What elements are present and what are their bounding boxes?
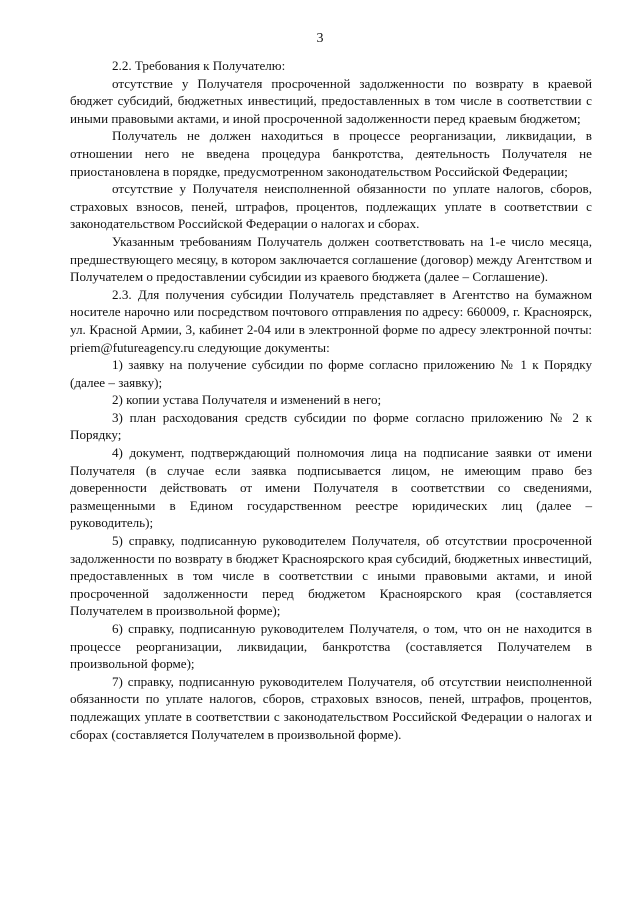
section-2-3-submission: 2.3. Для получения субсидии Получатель представляет в Агентство на бумажном носителе нарочно или посредством почтового отправления по адресу: 660009, г. Красноярск, ул. Красной Армии, 3, кабинет 2-04 или в электронной форме по адресу электронной почты: priem@futureagency.ru следующие документы: [70,286,592,355]
requirements-date-clause: Указанным требованиям Получатель должен соответствовать на 1-е число месяца, предшествующего месяцу, в котором заключается соглашение (договор) между Агентством и Получателем о предоставлении субсидии из краевого бюджета (далее – Соглашение). [70,233,592,285]
requirement-no-debt: отсутствие у Получателя просроченной задолженности по возврату в краевой бюджет субсидий, бюджетных инвестиций, предоставленных в том числе в соответствии с иными правовыми актами, и иной просроченной задолженности перед краевым бюджетом; [70,75,592,126]
document-item-3: 3) план расходования средств субсидии по форме согласно приложению № 2 к Порядку; [70,409,592,443]
page-number: 3 [316,31,324,46]
document-item-4: 4) документ, подтверждающий полномочия лица на подписание заявки от имени Получателя (в случае если заявка подписывается лицом, не имеющим право без доверенности действовать от имени Получателя в соответствии со сведениями, размещенными в Едином государственном реестре юридических лиц (далее – руководитель); [70,445,592,531]
requirement-no-tax-arrears: отсутствие у Получателя неисполненной обязанности по уплате налогов, сборов, страховых взносов, пеней, штрафов, процентов, подлежащих уплате в соответствии с законодательством Российской Федерации о налогах и сборах. [70,181,592,232]
document-item-5: 5) справку, подписанную руководителем Получателя, об отсутствии просроченной задолженности по возврату в бюджет Красноярского края субсидий, бюджетных инвестиций, предоставленных в том числе в соответствии с иными правовыми актами, и иной просроченной задолженности перед бюджетом Красноярского края (составляется Получателем в произвольной форме); [70,533,592,619]
requirement-no-reorganization: Получатель не должен находиться в процессе реорганизации, ликвидации, в отношении него не введена процедура банкротства, деятельность Получателя не приостановлена в порядке, предусмотренном законодательством Российской Федерации; [70,128,592,179]
section-heading-2-2: 2.2. Требования к Получателю: [112,58,286,73]
document-item-1: 1) заявку на получение субсидии по форме согласно приложению № 1 к Порядку (далее – заявку); [70,357,592,390]
document-body [70,57,592,743]
document-item-7: 7) справку, подписанную руководителем Получателя, об отсутствии неисполненной обязанности по уплате налогов, сборов, страховых взносов, пеней, штрафов, процентов, подлежащих уплате в соответствии с законодательством Российской Федерации о налогах и сборах (составляется Получателем в произвольной форме). [70,673,592,742]
document-item-6: 6) справку, подписанную руководителем Получателя, о том, что он не находится в процессе реорганизации, ликвидации, банкротства (составляется Получателем в произвольной форме); [70,621,592,672]
document-item-2: 2) копии устава Получателя и изменений в него; [112,392,382,408]
